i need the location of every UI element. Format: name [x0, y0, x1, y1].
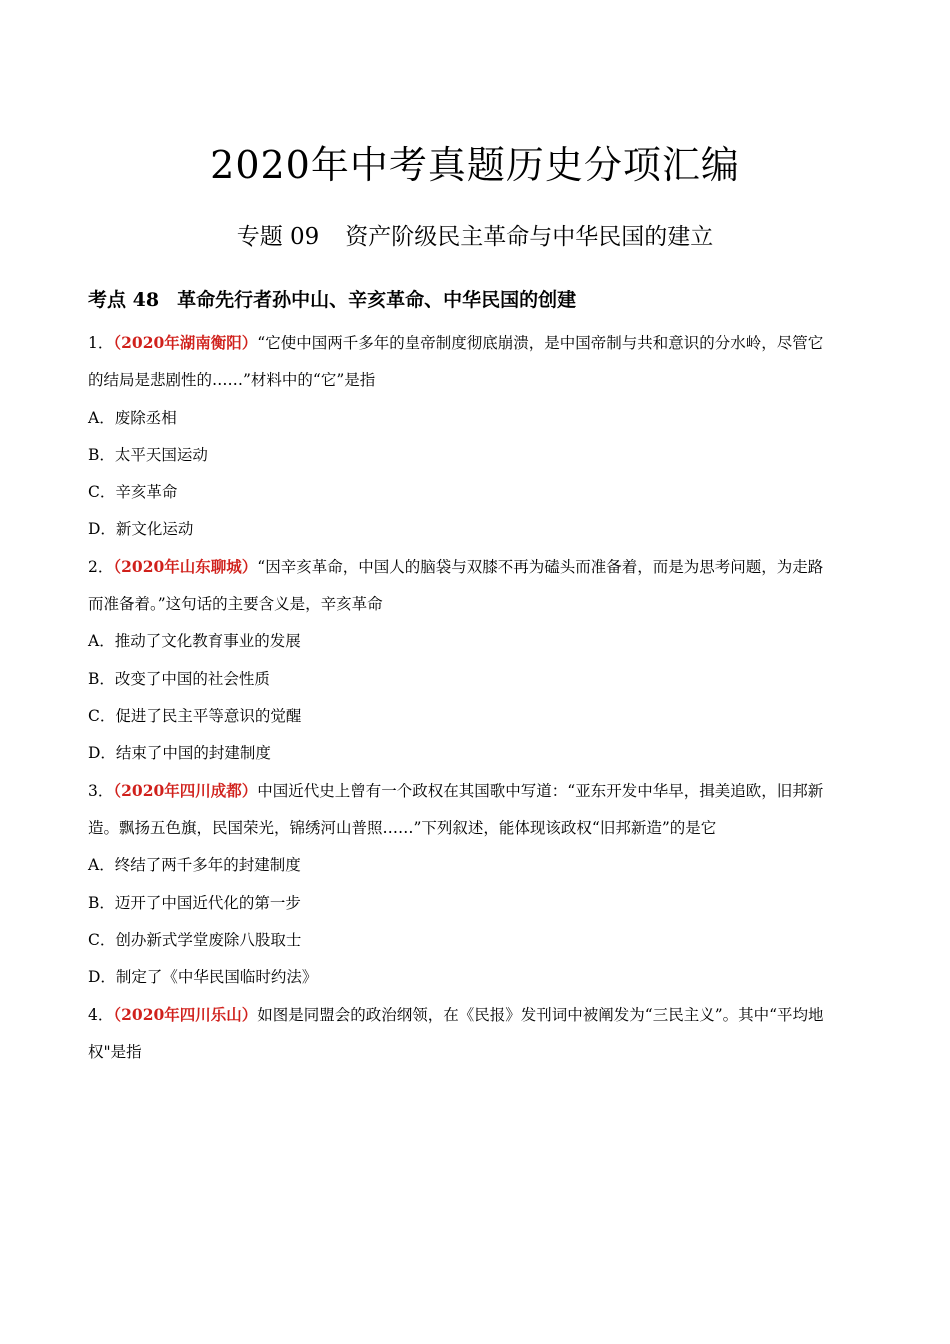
question-stem-text: 中国近代史上曾有一个政权在其国歌中写道：“亚东开发中华早，揖美追欧，旧邦新: [257, 782, 824, 800]
question-source: （2020年山东聊城）: [113, 557, 258, 576]
question-stem-text: 如图是同盟会的政治纲领，在《民报》发刊词中被阐发为“三民主义”。其中“平均地: [257, 1006, 824, 1024]
question-source: （2020年四川成都）: [113, 781, 258, 800]
question-2-option-d: D．结束了中国的封建制度: [88, 744, 271, 762]
question-number: 2．: [88, 558, 114, 576]
question-1-option-d: D．新文化运动: [88, 520, 194, 538]
topic-subtitle: [0, 221, 950, 253]
question-2-option-b: B．改变了中国的社会性质: [88, 670, 270, 688]
question-1-option-c: C．辛亥革命: [88, 483, 178, 501]
question-2-option-c: C．促进了民主平等意识的觉醒: [88, 707, 302, 725]
question-4-stem-line-2: 权"是指: [88, 1043, 142, 1061]
topic-number: 专题 09: [236, 224, 320, 250]
question-stem-text: “因辛亥革命，中国人的脑袋与双膝不再为磕头而准备着，而是为思考问题，为走路: [257, 558, 824, 576]
question-3-stem-line-2: 造。飘扬五色旗，民国荣光，锦绣河山普照……”下列叙述，能体现该政权“旧邦新造”的是它: [88, 819, 717, 837]
question-3-option-d: D．制定了《中华民国临时约法》: [88, 968, 318, 986]
question-number: 3．: [88, 782, 114, 800]
question-source: （2020年四川乐山）: [113, 1005, 258, 1024]
question-stem-text: “它使中国两千多年的皇帝制度彻底崩溃，是中国帝制与共和意识的分水岭，尽管它: [257, 334, 824, 352]
topic-name: 资产阶级民主革命与中华民国的建立: [345, 224, 714, 250]
question-4-stem-line-1: [88, 1004, 868, 1026]
question-1-stem-line-2: 的结局是悲剧性的……”材料中的“它”是指: [88, 371, 376, 389]
question-2-option-a: A．推动了文化教育事业的发展: [88, 632, 301, 650]
section-number: 考点 48: [88, 289, 160, 311]
question-3-stem-line-1: [88, 780, 868, 802]
section-heading: [88, 285, 576, 315]
question-number: 4．: [88, 1006, 114, 1024]
question-1-option-b: B．太平天国运动: [88, 446, 208, 464]
question-1-option-a: A．废除丞相: [88, 409, 177, 427]
question-number: 1．: [88, 334, 114, 352]
question-1-stem-line-1: [88, 332, 868, 354]
page-title: 2020年中考真题历史分项汇编: [210, 143, 740, 187]
question-3-option-c: C．创办新式学堂废除八股取士: [88, 931, 302, 949]
question-2-stem-line-1: [88, 556, 868, 578]
question-3-option-a: A．终结了两千多年的封建制度: [88, 856, 301, 874]
section-name: 革命先行者孙中山、辛亥革命、中华民国的创建: [177, 289, 577, 311]
question-source: （2020年湖南衡阳）: [113, 333, 258, 352]
question-2-stem-line-2: 而准备着。”这句话的主要含义是，辛亥革命: [88, 595, 383, 613]
question-3-option-b: B．迈开了中国近代化的第一步: [88, 894, 301, 912]
